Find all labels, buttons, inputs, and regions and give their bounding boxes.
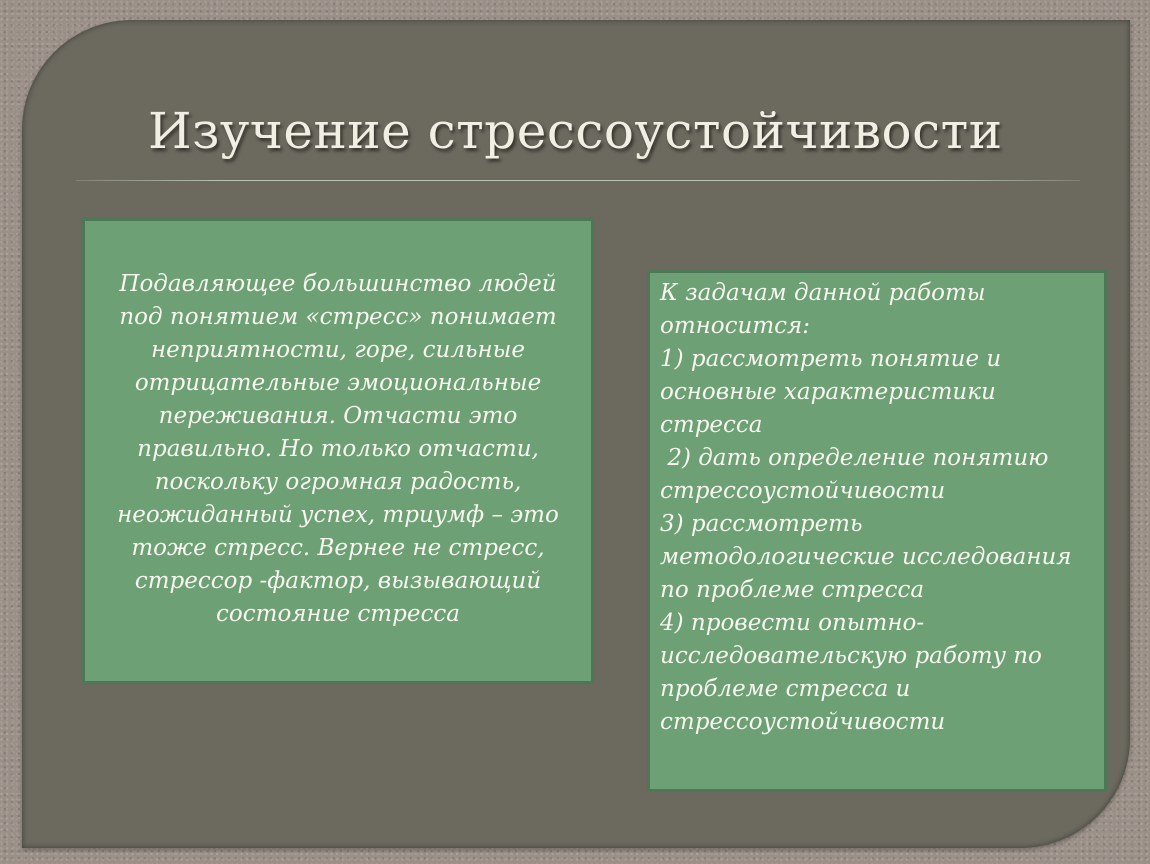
title-divider xyxy=(76,180,1080,181)
task-item-2: 2) дать определение понятию стрессоустойчивости xyxy=(660,445,1056,504)
task-item-1: 1) рассмотреть понятие и основные характеристики стресса xyxy=(660,346,1009,438)
slide-title: Изучение стрессоустойчивости xyxy=(148,102,1003,160)
intro-paragraph: Подавляющее большинство людей под понятием «стресс» понимает неприятности, горе, сильные отрицательные эмоциональные переживания. Отчасти это правильно. Но только отчасти, поскольку огромная радость, неожиданный успех, триумф – это тоже стресс. Вернее не стресс, стрессор -фактор, вызывающий состояние стресса xyxy=(117,271,559,627)
intro-text-box xyxy=(82,218,594,684)
task-item-3: 3) рассмотреть методологические исследования по проблеме стресса xyxy=(660,511,1079,603)
tasks-heading: К задачам данной работы относится: xyxy=(660,280,993,339)
task-item-4: 4) провести опытно-исследовательскую работу по проблеме стресса и стрессоустойчивости xyxy=(660,610,1050,735)
tasks-text-box xyxy=(647,270,1107,792)
